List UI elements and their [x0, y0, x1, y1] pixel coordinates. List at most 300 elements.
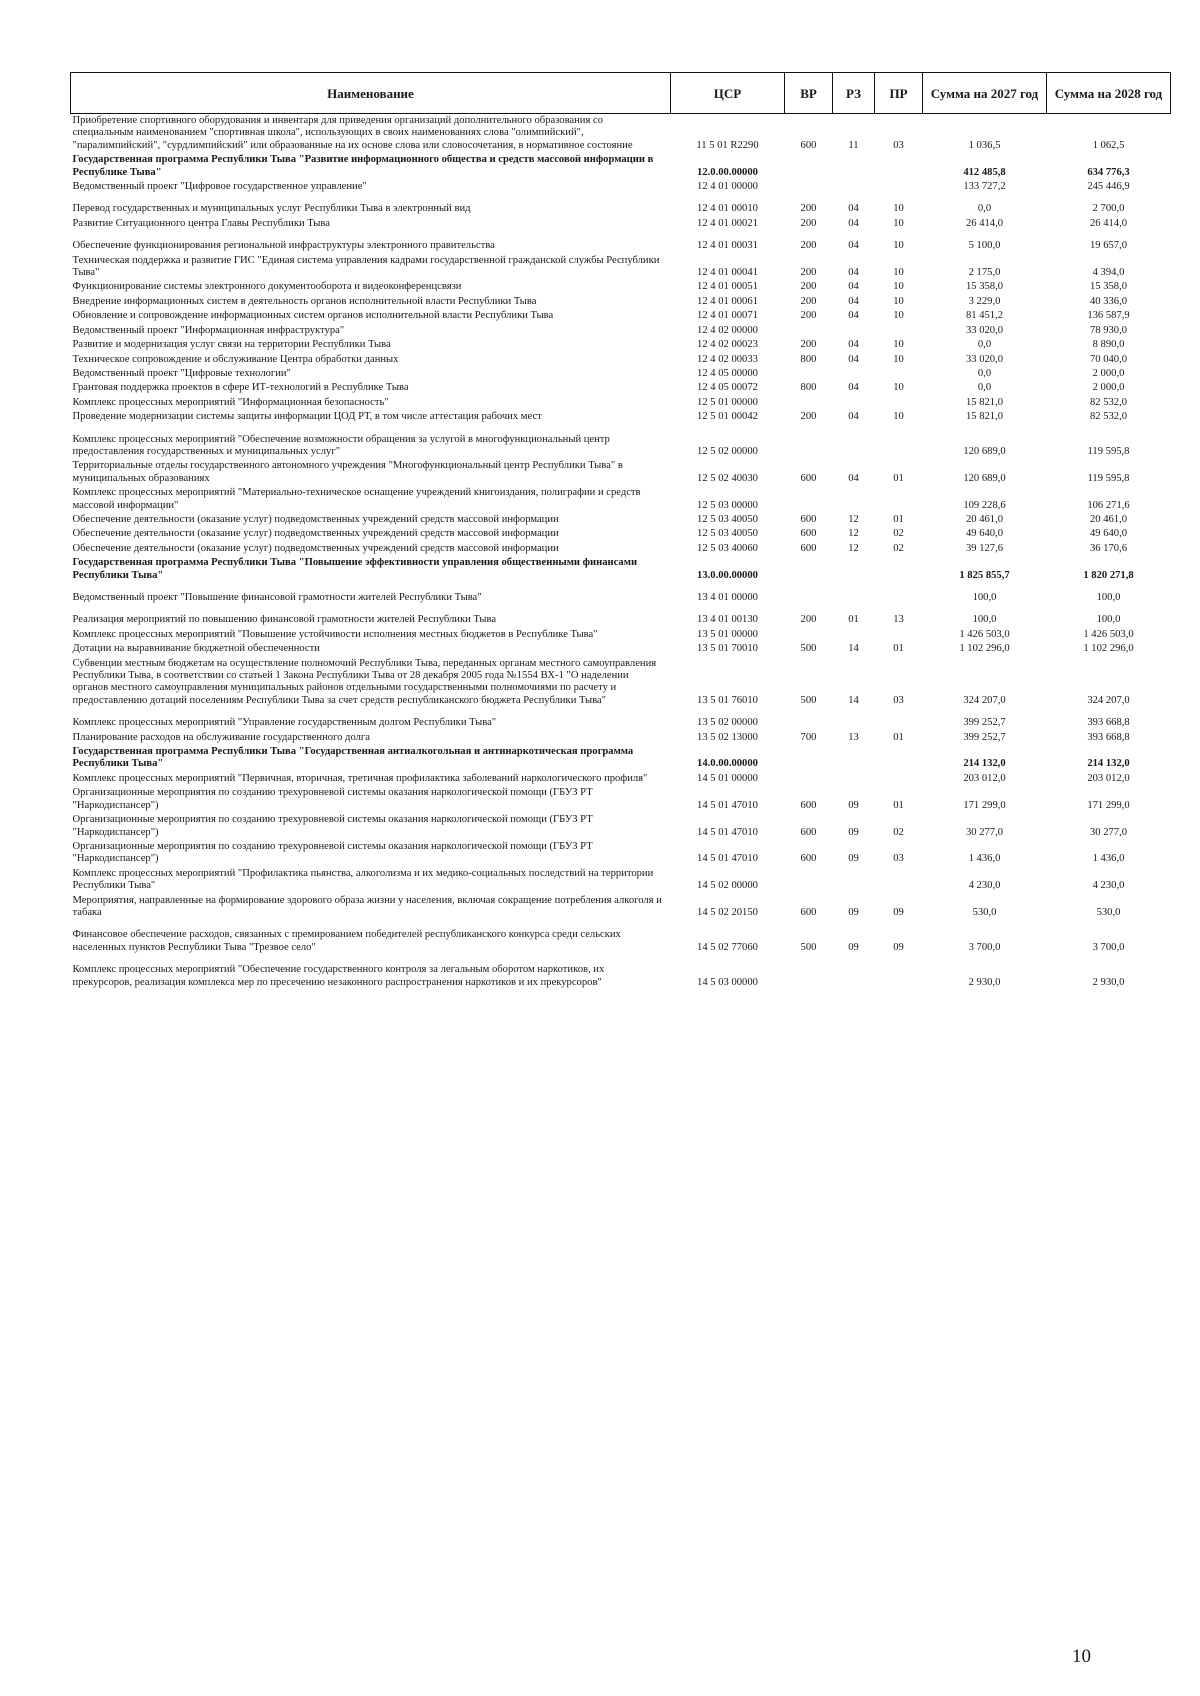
- cell-vr: [785, 556, 833, 583]
- cell-csr: 14 5 01 47010: [697, 799, 758, 811]
- cell-rz: [833, 153, 875, 180]
- cell-vr: 600: [800, 542, 817, 554]
- cell-csr: 14 5 03 00000: [697, 976, 758, 988]
- cell-sum-2028: 30 277,0: [1089, 826, 1128, 838]
- cell-name: Реализация мероприятий по повышению финансовой грамотности жителей Республики Тыва: [72, 614, 497, 626]
- table-row: [71, 920, 1171, 955]
- table-row: [71, 628, 1171, 642]
- cell-sum-2027: 33 020,0: [965, 353, 1004, 365]
- cell-sum-2027: 109 228,6: [963, 499, 1006, 511]
- cell-csr: 12.0.00.00000: [697, 166, 758, 178]
- cell-vr: 600: [800, 826, 817, 838]
- cell-rz: [833, 367, 875, 381]
- cell-sum-2027: 2 175,0: [968, 267, 1001, 279]
- cell-rz: 09: [848, 826, 859, 838]
- cell-csr: 13 4 01 00000: [697, 592, 758, 603]
- cell-sum-2028: 530,0: [1096, 906, 1121, 918]
- table-row: [71, 309, 1171, 323]
- cell-pr: [875, 556, 923, 583]
- cell-rz: 04: [848, 240, 859, 252]
- cell-vr: 200: [800, 281, 817, 293]
- cell-sum-2027: 49 640,0: [965, 528, 1004, 540]
- cell-pr: [875, 396, 923, 410]
- cell-csr: 12 5 02 00000: [697, 445, 758, 457]
- cell-pr: 10: [893, 203, 904, 215]
- cell-csr: 14 5 02 00000: [697, 880, 758, 892]
- header-sum-2027: Сумма на 2027 год: [923, 73, 1047, 114]
- cell-name: Мероприятия, направленные на формирование здорового образа жизни у населения, включая сокращение потребления алкоголя и табака: [72, 894, 662, 918]
- cell-vr: [785, 324, 833, 338]
- cell-csr: 12 5 02 40030: [697, 472, 758, 484]
- cell-csr: 12 4 01 00031: [697, 240, 758, 252]
- cell-sum-2027: 20 461,0: [965, 513, 1004, 525]
- table-row: [71, 114, 1171, 154]
- cell-sum-2027: 120 689,0: [963, 445, 1006, 457]
- cell-rz: 04: [848, 281, 859, 293]
- cell-rz: 04: [848, 339, 859, 351]
- cell-name: Ведомственный проект "Цифровые технологии": [72, 367, 291, 379]
- cell-sum-2027: 100,0: [972, 614, 997, 626]
- cell-csr: 14.0.00.00000: [697, 758, 758, 770]
- table-row: [71, 459, 1171, 486]
- cell-sum-2027: 81 451,2: [965, 310, 1004, 322]
- cell-sum-2028: 8 890,0: [1092, 339, 1125, 351]
- budget-table-sheet: [70, 72, 1170, 990]
- cell-sum-2028: 19 657,0: [1089, 240, 1128, 252]
- cell-rz: 12: [848, 542, 859, 554]
- cell-rz: [833, 425, 875, 460]
- cell-pr: 10: [893, 382, 904, 394]
- cell-rz: [833, 396, 875, 410]
- cell-sum-2027: 530,0: [972, 906, 997, 918]
- cell-sum-2027: 15 821,0: [965, 411, 1004, 423]
- cell-pr: [875, 153, 923, 180]
- cell-vr: 600: [800, 139, 817, 151]
- cell-csr: 12 4 02 00000: [697, 324, 758, 336]
- cell-csr: 12 4 02 00033: [697, 353, 758, 365]
- cell-sum-2027: 133 727,2: [963, 181, 1006, 193]
- cell-sum-2027: 399 252,7: [963, 717, 1006, 729]
- cell-sum-2028: 100,0: [1096, 614, 1121, 626]
- cell-sum-2027: 120 689,0: [963, 472, 1006, 484]
- cell-sum-2028: 119 595,8: [1087, 445, 1130, 457]
- header-name: Наименование: [71, 73, 671, 114]
- cell-sum-2027: 26 414,0: [965, 217, 1004, 229]
- cell-vr: [785, 153, 833, 180]
- cell-pr: 10: [893, 217, 904, 229]
- cell-vr: [785, 745, 833, 772]
- cell-name: Субвенции местным бюджетам на осуществление полномочий Республики Тыва, переданных органам местного самоуправления Республики Тыва, в соответствии со статьей 1 Закона Республики Тыва от 28 декабря 2005 года №1554 ВХ-1 "О наделении органов местного самоуправления муниципальных районов отдельными государственными полномочиями по расчету и предоставлению дотаций поселениям Республики Тыва за счет средств республиканского бюджета Республики Тыва": [72, 657, 657, 706]
- table-row: [71, 280, 1171, 294]
- cell-csr: 11 5 01 R2290: [696, 139, 759, 151]
- cell-csr: 13 5 01 70010: [697, 643, 758, 655]
- cell-sum-2028: 1 436,0: [1092, 853, 1125, 865]
- cell-sum-2027: 171 299,0: [963, 799, 1006, 811]
- cell-csr: 12 4 01 00000: [697, 181, 758, 193]
- cell-pr: [875, 955, 923, 990]
- table-row: [71, 486, 1171, 513]
- cell-pr: 09: [893, 941, 904, 953]
- cell-name: Государственная программа Республики Тыва "Повышение эффективности управления общественными финансами Республики Тыва": [72, 557, 638, 581]
- cell-pr: 02: [893, 542, 904, 554]
- cell-name: Грантовая поддержка проектов в сфере ИТ-технологий в Республике Тыва: [72, 382, 409, 394]
- cell-name: Развитие Ситуационного центра Главы Республики Тыва: [72, 217, 330, 229]
- table-row: [71, 324, 1171, 338]
- cell-sum-2028: 82 532,0: [1089, 396, 1128, 408]
- cell-name: Развитие и модернизация услуг связи на территории Республики Тыва: [72, 339, 391, 351]
- cell-pr: 01: [893, 472, 904, 484]
- cell-vr: 200: [800, 240, 817, 252]
- cell-vr: [785, 628, 833, 642]
- cell-rz: 04: [848, 203, 859, 215]
- cell-name: Организационные мероприятия по созданию трехуровневой системы оказания наркологической помощи (ГБУЗ РТ "Наркодиспансер"): [72, 840, 593, 865]
- cell-rz: 14: [848, 694, 859, 706]
- cell-pr: 03: [893, 694, 904, 706]
- cell-pr: [875, 324, 923, 338]
- cell-pr: 01: [893, 643, 904, 655]
- cell-csr: 14 5 01 00000: [697, 772, 758, 784]
- cell-pr: 10: [893, 310, 904, 322]
- cell-rz: [833, 772, 875, 786]
- table-row: [71, 194, 1171, 216]
- cell-rz: 13: [848, 731, 859, 743]
- cell-sum-2028: 100,0: [1096, 592, 1121, 603]
- cell-name: Техническое сопровождение и обслуживание Центра обработки данных: [72, 353, 399, 365]
- cell-vr: [785, 180, 833, 194]
- cell-csr: 12 4 01 00041: [697, 267, 758, 279]
- cell-csr: 12 4 01 00061: [697, 295, 758, 307]
- cell-rz: 12: [848, 513, 859, 525]
- cell-rz: [833, 583, 875, 605]
- table-row: [71, 813, 1171, 840]
- cell-sum-2027: 0,0: [977, 367, 992, 379]
- cell-pr: 02: [893, 528, 904, 540]
- cell-csr: 12 5 03 40060: [697, 542, 758, 554]
- cell-vr: 600: [800, 799, 817, 811]
- cell-vr: 600: [800, 528, 817, 540]
- cell-pr: 13: [893, 614, 904, 626]
- table-row: [71, 867, 1171, 894]
- cell-vr: 200: [800, 203, 817, 215]
- table-row: [71, 295, 1171, 309]
- cell-vr: [785, 772, 833, 786]
- cell-pr: [875, 583, 923, 605]
- cell-name: Перевод государственных и муниципальных услуг Республики Тыва в электронный вид: [72, 203, 471, 215]
- cell-sum-2028: 70 040,0: [1089, 353, 1128, 365]
- cell-name: Ведомственный проект "Повышение финансовой грамотности жителей Республики Тыва": [72, 592, 482, 603]
- table-row: [71, 840, 1171, 867]
- cell-name: Обновление и сопровождение информационных систем органов исполнительной власти Республики Тыва: [72, 310, 554, 322]
- cell-vr: [785, 367, 833, 381]
- table-body: [71, 114, 1171, 990]
- cell-sum-2027: 1 436,0: [968, 853, 1001, 865]
- cell-rz: [833, 180, 875, 194]
- cell-csr: 13 5 01 00000: [697, 628, 758, 640]
- cell-sum-2028: 3 700,0: [1092, 941, 1125, 953]
- cell-sum-2028: 1 062,5: [1092, 139, 1125, 151]
- cell-sum-2027: 1 036,5: [968, 139, 1001, 151]
- cell-sum-2028: 49 640,0: [1089, 528, 1128, 540]
- cell-csr: 12 4 02 00023: [697, 339, 758, 351]
- cell-vr: [785, 583, 833, 605]
- cell-rz: 09: [848, 941, 859, 953]
- cell-sum-2027: 100,0: [972, 592, 997, 603]
- cell-pr: [875, 486, 923, 513]
- cell-sum-2027: 214 132,0: [963, 758, 1006, 770]
- header-pr: ПР: [875, 73, 923, 114]
- cell-csr: 13 4 01 00130: [697, 614, 758, 626]
- cell-sum-2028: 4 394,0: [1092, 267, 1125, 279]
- cell-csr: 12 4 01 00051: [697, 281, 758, 293]
- cell-pr: [875, 867, 923, 894]
- cell-vr: [785, 425, 833, 460]
- cell-pr: 01: [893, 799, 904, 811]
- table-row: [71, 731, 1171, 745]
- cell-name: Организационные мероприятия по созданию трехуровневой системы оказания наркологической помощи (ГБУЗ РТ "Наркодиспансер"): [72, 814, 593, 838]
- cell-csr: 12 5 01 00000: [697, 396, 758, 408]
- header-vr: ВР: [785, 73, 833, 114]
- cell-sum-2028: 26 414,0: [1089, 217, 1128, 229]
- table-row: [71, 367, 1171, 381]
- cell-vr: 200: [800, 339, 817, 351]
- table-row: [71, 657, 1171, 709]
- cell-sum-2027: 4 230,0: [968, 880, 1001, 892]
- cell-name: Комплекс процессных мероприятий "Обеспечение возможности обращения за услугой в многофункциональный центр предоставления государственных и муниципальных услуг": [72, 433, 610, 457]
- cell-name: Внедрение информационных систем в деятельность органов исполнительной власти Республики Тыва: [72, 295, 537, 307]
- cell-name: Территориальные отделы государственного автономного учреждения "Многофункциональный центр Республики Тыва" в муниципальных образованиях: [72, 460, 623, 484]
- cell-rz: 04: [848, 472, 859, 484]
- cell-csr: 13.0.00.00000: [697, 569, 758, 581]
- cell-vr: 500: [800, 643, 817, 655]
- cell-name: Ведомственный проект "Цифровое государственное управление": [72, 181, 367, 193]
- cell-sum-2027: 2 930,0: [968, 976, 1001, 988]
- cell-name: Проведение модернизации системы защиты информации ЦОД РТ, в том числе аттестация рабочих мест: [72, 411, 542, 423]
- cell-pr: [875, 628, 923, 642]
- cell-sum-2028: 15 358,0: [1089, 281, 1128, 293]
- cell-sum-2027: 0,0: [977, 339, 992, 351]
- budget-table: [70, 72, 1171, 990]
- cell-name: Государственная программа Республики Тыва "Государственная антиалкогольная и антинаркотическая программа Республики Тыва": [72, 746, 634, 770]
- cell-csr: 12 4 05 00000: [697, 367, 758, 379]
- cell-csr: 14 5 02 77060: [697, 941, 758, 953]
- cell-sum-2028: 2 000,0: [1092, 367, 1125, 379]
- cell-vr: 200: [800, 310, 817, 322]
- cell-pr: [875, 772, 923, 786]
- cell-csr: 13 5 02 13000: [697, 731, 758, 743]
- cell-sum-2028: 214 132,0: [1087, 758, 1130, 770]
- cell-pr: 02: [893, 826, 904, 838]
- header-csr: ЦСР: [671, 73, 785, 114]
- cell-sum-2028: 1 426 503,0: [1083, 628, 1134, 640]
- cell-rz: 04: [848, 295, 859, 307]
- cell-name: Комплекс процессных мероприятий "Первичная, вторичная, третичная профилактика заболеваний наркологического профиля": [72, 772, 648, 784]
- cell-sum-2028: 393 668,8: [1087, 717, 1130, 729]
- cell-csr: 12 4 01 00021: [697, 217, 758, 229]
- cell-sum-2028: 82 532,0: [1089, 411, 1128, 423]
- table-row: [71, 396, 1171, 410]
- cell-sum-2028: 20 461,0: [1089, 513, 1128, 525]
- cell-rz: [833, 708, 875, 730]
- cell-name: Комплекс процессных мероприятий "Профилактика пьянства, алкоголизма и их медико-социальных последствий на территории Республики Тыва": [72, 867, 654, 892]
- cell-rz: 09: [848, 906, 859, 918]
- cell-vr: 200: [800, 217, 817, 229]
- cell-sum-2028: 324 207,0: [1087, 694, 1130, 706]
- cell-name: Комплекс процессных мероприятий "Управление государственным долгом Республики Тыва": [72, 717, 497, 729]
- cell-rz: 04: [848, 411, 859, 423]
- cell-sum-2027: 39 127,6: [965, 542, 1004, 554]
- cell-sum-2028: 136 587,9: [1087, 310, 1130, 322]
- cell-rz: 04: [848, 267, 859, 279]
- cell-csr: 12 5 03 00000: [697, 499, 758, 511]
- cell-vr: [785, 486, 833, 513]
- cell-sum-2027: 1 825 855,7: [959, 569, 1010, 581]
- cell-vr: 200: [800, 614, 817, 626]
- cell-rz: 09: [848, 799, 859, 811]
- cell-name: Организационные мероприятия по созданию трехуровневой системы оказания наркологической помощи (ГБУЗ РТ "Наркодиспансер"): [72, 787, 593, 811]
- cell-name: Функционирование системы электронного документооборота и видеоконференцсвязи: [72, 281, 462, 293]
- table-row: [71, 217, 1171, 231]
- cell-name: Обеспечение функционирования региональной инфраструктуры электронного правительства: [72, 240, 495, 252]
- table-row: [71, 254, 1171, 281]
- cell-vr: [785, 955, 833, 990]
- cell-vr: 500: [800, 941, 817, 953]
- cell-csr: 13 5 02 00000: [697, 717, 758, 729]
- cell-sum-2028: 78 930,0: [1089, 324, 1128, 336]
- cell-name: Обеспечение деятельности (оказание услуг) подведомственных учреждений средств массовой информации: [72, 528, 559, 540]
- cell-sum-2028: 40 336,0: [1089, 295, 1128, 307]
- cell-csr: 14 5 01 47010: [697, 826, 758, 838]
- cell-vr: [785, 396, 833, 410]
- cell-name: Финансовое обеспечение расходов, связанных с премированием победителей республиканского конкурса среди сельских населенных пунктов Республики Тыва "Трезвое село": [72, 929, 621, 953]
- cell-sum-2028: 634 776,3: [1087, 166, 1130, 178]
- cell-pr: 10: [893, 411, 904, 423]
- cell-csr: 12 5 03 40050: [697, 528, 758, 540]
- cell-sum-2027: 399 252,7: [963, 731, 1006, 743]
- table-row: [71, 381, 1171, 395]
- cell-vr: 200: [800, 411, 817, 423]
- cell-rz: 11: [848, 139, 859, 151]
- cell-vr: 200: [800, 267, 817, 279]
- cell-rz: 04: [848, 353, 859, 365]
- cell-sum-2028: 203 012,0: [1087, 772, 1130, 784]
- table-row: [71, 353, 1171, 367]
- table-row: [71, 605, 1171, 627]
- cell-sum-2028: 1 102 296,0: [1083, 643, 1134, 655]
- cell-vr: 600: [800, 472, 817, 484]
- cell-name: Комплекс процессных мероприятий "Повышение устойчивости исполнения местных бюджетов в Республике Тыва": [72, 628, 598, 640]
- cell-pr: [875, 367, 923, 381]
- cell-sum-2028: 171 299,0: [1087, 799, 1130, 811]
- cell-vr: 800: [800, 382, 817, 394]
- cell-name: Комплекс процессных мероприятий "Обеспечение государственного контроля за легальным оборотом наркотиков, их прекурсоров, реализация комплекса мер по пресечению незаконного распространения наркотиков и их прекурсоров": [72, 964, 605, 988]
- table-row: [71, 410, 1171, 424]
- table-header: [71, 73, 1171, 114]
- cell-rz: [833, 867, 875, 894]
- cell-rz: [833, 955, 875, 990]
- cell-rz: 04: [848, 382, 859, 394]
- cell-sum-2028: 4 230,0: [1092, 880, 1125, 892]
- cell-csr: 14 5 02 20150: [697, 906, 758, 918]
- cell-rz: 14: [848, 643, 859, 655]
- header-rz: РЗ: [833, 73, 875, 114]
- cell-vr: 700: [800, 731, 817, 743]
- table-row: [71, 786, 1171, 813]
- cell-pr: 10: [893, 240, 904, 252]
- cell-sum-2027: 30 277,0: [965, 826, 1004, 838]
- table-row: [71, 955, 1171, 990]
- cell-name: Дотации на выравнивание бюджетной обеспеченности: [72, 643, 320, 655]
- table-row: [71, 527, 1171, 541]
- cell-pr: [875, 745, 923, 772]
- table-row: [71, 583, 1171, 605]
- cell-sum-2027: 0,0: [977, 382, 992, 394]
- cell-rz: 01: [848, 614, 859, 626]
- table-row: [71, 153, 1171, 180]
- cell-name: Ведомственный проект "Информационная инфраструктура": [72, 324, 345, 336]
- cell-vr: 600: [800, 906, 817, 918]
- cell-csr: 12 4 01 00010: [697, 203, 758, 215]
- cell-sum-2027: 324 207,0: [963, 694, 1006, 706]
- cell-name: Планирование расходов на обслуживание государственного долга: [72, 731, 370, 743]
- cell-sum-2027: 5 100,0: [968, 240, 1001, 252]
- cell-pr: [875, 708, 923, 730]
- cell-pr: 03: [893, 853, 904, 865]
- table-row: [71, 745, 1171, 772]
- cell-rz: [833, 556, 875, 583]
- cell-vr: 500: [800, 694, 817, 706]
- cell-csr: 14 5 01 47010: [697, 853, 758, 865]
- cell-rz: 12: [848, 528, 859, 540]
- cell-csr: 12 5 01 00042: [697, 411, 758, 423]
- table-row: [71, 642, 1171, 656]
- table-row: [71, 231, 1171, 253]
- cell-pr: [875, 425, 923, 460]
- cell-sum-2027: 3 700,0: [968, 941, 1001, 953]
- header-sum-2028: Сумма на 2028 год: [1047, 73, 1171, 114]
- table-row: [71, 894, 1171, 921]
- cell-sum-2028: 106 271,6: [1087, 499, 1130, 511]
- cell-vr: [785, 708, 833, 730]
- cell-sum-2027: 203 012,0: [963, 772, 1006, 784]
- cell-csr: 12 4 01 00071: [697, 310, 758, 322]
- cell-name: Приобретение спортивного оборудования и инвентаря для приведения организаций дополнительного образования со специальным наименованием "спортивная школа", использующих в своих наименованиях слова "олимпийский", "паралимпийский", "сурдлимпийский" или образованные на их основе слова или словосочетания, в нормативное состояние: [72, 115, 633, 151]
- cell-csr: 13 5 01 76010: [697, 694, 758, 706]
- cell-name: Комплекс процессных мероприятий "Материально-техническое оснащение учреждений книгоиздания, полиграфии и средств массовой информации": [72, 487, 641, 511]
- cell-pr: 10: [893, 339, 904, 351]
- cell-sum-2027: 15 358,0: [965, 281, 1004, 293]
- table-row: [71, 708, 1171, 730]
- cell-vr: [785, 867, 833, 894]
- cell-sum-2027: 15 821,0: [965, 396, 1004, 408]
- table-row: [71, 556, 1171, 583]
- cell-sum-2027: 1 426 503,0: [959, 628, 1010, 640]
- cell-csr: 12 5 03 40050: [697, 513, 758, 525]
- table-row: [71, 542, 1171, 556]
- cell-sum-2028: 2 700,0: [1092, 203, 1125, 215]
- cell-pr: [875, 180, 923, 194]
- table-row: [71, 513, 1171, 527]
- cell-name: Техническая поддержка и развитие ГИС "Единая система управления кадрами государственной гражданской службы Республики Тыва": [72, 254, 660, 279]
- cell-sum-2028: 2 930,0: [1092, 976, 1125, 988]
- cell-sum-2027: 3 229,0: [968, 295, 1001, 307]
- cell-sum-2028: 36 170,6: [1089, 542, 1128, 554]
- cell-rz: [833, 745, 875, 772]
- cell-sum-2027: 33 020,0: [965, 324, 1004, 336]
- cell-sum-2028: 245 446,9: [1087, 181, 1130, 193]
- cell-rz: 09: [848, 853, 859, 865]
- cell-pr: 01: [893, 513, 904, 525]
- cell-name: Государственная программа Республики Тыва "Развитие информационного общества и средств массовой информации в Республике Тыва": [72, 154, 654, 178]
